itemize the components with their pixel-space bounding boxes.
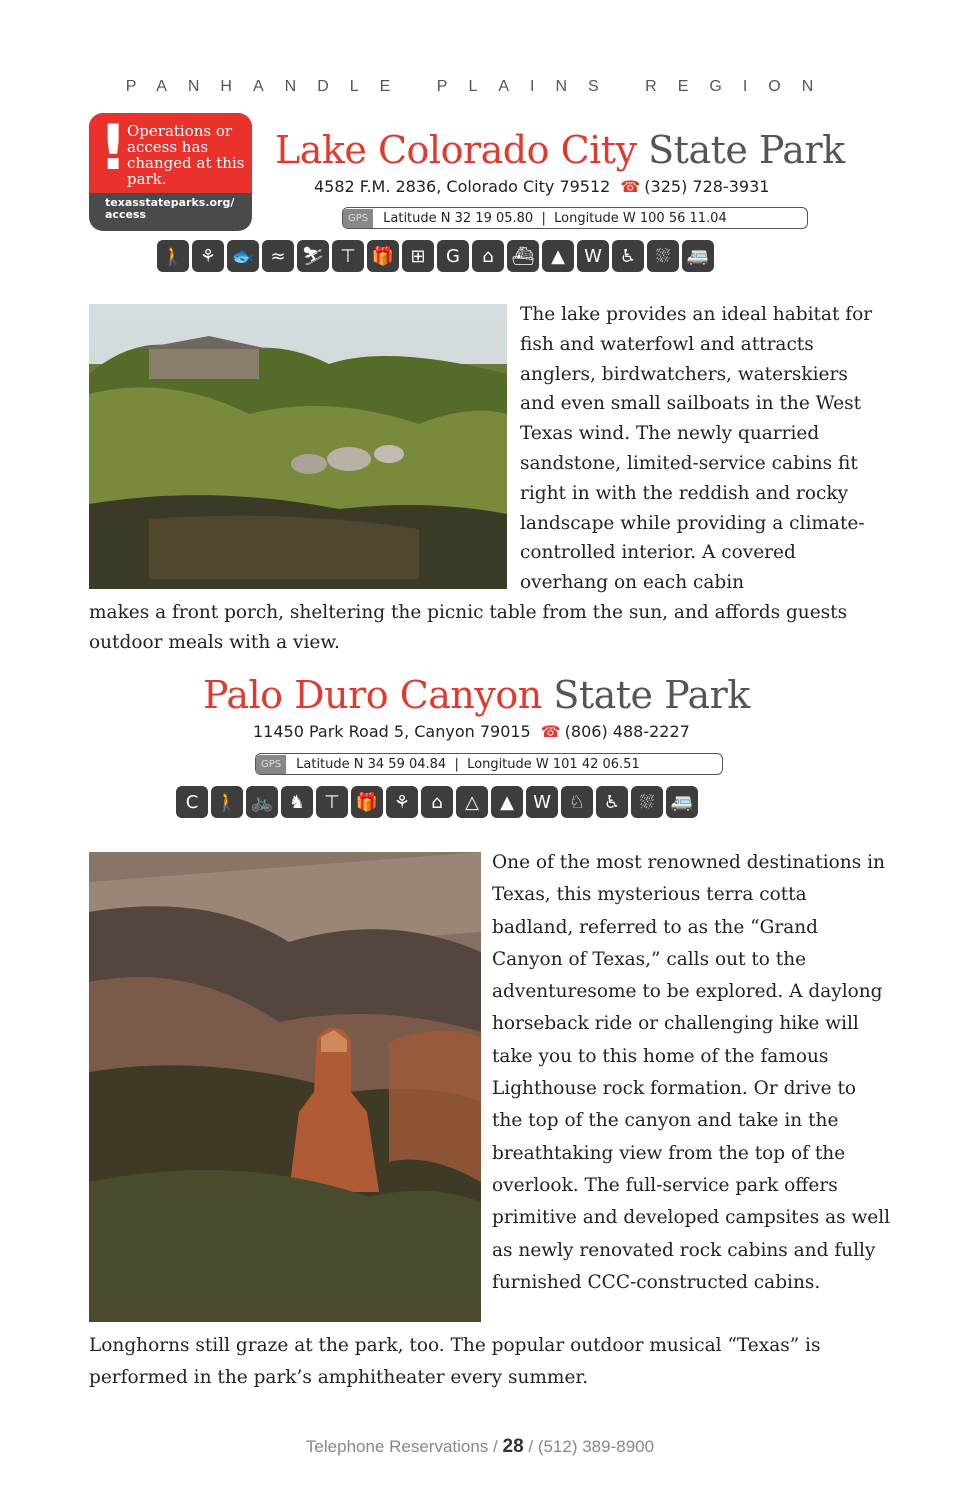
park-name: Lake Colorado City (275, 128, 637, 172)
nature-trail-icon: ⚘ (386, 786, 418, 818)
gps-tag: GPS (256, 755, 286, 774)
gps-box (255, 753, 723, 775)
alert-url-link[interactable]: texasstateparks.org/ access (105, 196, 235, 221)
exclamation-icon: ! (99, 113, 128, 184)
park-description-part2: makes a front porch, sheltering the picnic table from the sun, and affords guests outdoor meals with a view. (89, 602, 848, 653)
park-address: 11450 Park Road 5, Canyon 79015 (253, 722, 531, 741)
phone-icon: ☎ (540, 722, 561, 741)
park-title (203, 673, 750, 717)
mountain-bike-icon: 🚲 (246, 786, 278, 818)
park-suffix: State Park (648, 128, 845, 172)
gps-coordinates: Latitude N 32 19 05.80 | Longitude W 100 56 11.04 (383, 210, 727, 226)
restroom-icon: ♿ (612, 240, 644, 272)
gift-shop-icon: 🎁 (351, 786, 383, 818)
rv-icon: 🚐 (682, 240, 714, 272)
park-phone[interactable]: (806) 488-2227 (564, 722, 690, 741)
park-suffix: State Park (553, 673, 750, 717)
shower-icon: ⛆ (631, 786, 663, 818)
boat-ramp-icon: ⛴ (507, 240, 539, 272)
restroom-icon: ♿ (596, 786, 628, 818)
group-facility-icon: G (437, 240, 469, 272)
picnic-icon: ⊤ (332, 240, 364, 272)
water-campsite-icon: W (577, 240, 609, 272)
tent-camping-icon: ▲ (491, 786, 523, 818)
alert-text: Operations or access has changed at this park. (127, 122, 245, 188)
hiking-icon: 🚶 (211, 786, 243, 818)
access-alert-badge[interactable] (89, 113, 252, 231)
camping-icon: △ (456, 786, 488, 818)
canyon-lighthouse-photo (89, 852, 481, 1322)
park-address: 4582 F.M. 2836, Colorado City 79512 (314, 177, 611, 196)
amenity-icons (157, 240, 714, 272)
page-number: 28 (502, 1436, 524, 1457)
rv-icon: 🚐 (666, 786, 698, 818)
park-address-line (314, 177, 769, 196)
group-picnic-icon: ⊞ (402, 240, 434, 272)
gps-box (342, 207, 808, 229)
park-description-part2: Longhorns still graze at the park, too. The popular outdoor musical “Texas” is performed in the park’s amphitheater every summer. (89, 1335, 821, 1389)
park-description-part1: One of the most renowned destinations in Texas, this mysterious terra cotta badland, referred to as the “Grand Canyon of Texas,” calls out to the adventuresome to be explored. A daylong horseback ride or challenging hike will take you to this home of the famous Lighthouse rock formation. Or drive to the top of the canyon and take in the breathtaking view from the top of the overlook. The full-service park offers primitive and developed campsites as well as newly renovated rock cabins and fully furnished CCC-constructed cabins. (492, 852, 891, 1293)
hiking-icon: 🚶 (157, 240, 189, 272)
shelter-icon: ⌂ (421, 786, 453, 818)
water-campsite-icon: W (526, 786, 558, 818)
amenity-icons (176, 786, 698, 818)
swimming-icon: ≈ (262, 240, 294, 272)
park-phone[interactable]: (325) 728-3931 (644, 177, 770, 196)
gps-tag: GPS (343, 209, 373, 228)
shelter-icon: ⌂ (472, 240, 504, 272)
ccc-icon: C (176, 786, 208, 818)
park-address-line (253, 722, 690, 741)
gift-shop-icon: 🎁 (367, 240, 399, 272)
equestrian-camp-icon: ♘ (561, 786, 593, 818)
park-description-part1: The lake provides an ideal habitat for fish and waterfowl and attracts anglers, birdwatchers, waterskiers and even small sailboats in the West Texas wind. The newly quarried sandstone, limited-service cabins fit right in with the reddish and rocky landscape while providing a climate-controlled interior. A covered overhang on each cabin (520, 304, 873, 594)
region-header: PANHANDLE PLAINS REGION (125, 78, 835, 95)
fishing-icon: 🐟 (227, 240, 259, 272)
picnic-icon: ⊤ (316, 786, 348, 818)
footer-phone[interactable]: / (512) 389-8900 (528, 1437, 655, 1456)
shower-icon: ⛆ (647, 240, 679, 272)
nature-trail-icon: ⚘ (192, 240, 224, 272)
phone-icon: ☎ (620, 177, 641, 196)
park-name: Palo Duro Canyon (203, 673, 542, 717)
lake-cabin-photo (89, 304, 507, 589)
park-title (275, 128, 845, 172)
gps-coordinates: Latitude N 34 59 04.84 | Longitude W 101 42 06.51 (296, 756, 640, 772)
horseback-icon: ♞ (281, 786, 313, 818)
page-footer (0, 1436, 960, 1458)
footer-left: Telephone Reservations / (305, 1437, 498, 1456)
tent-camping-icon: ▲ (542, 240, 574, 272)
waterskiing-icon: ⛷ (297, 240, 329, 272)
